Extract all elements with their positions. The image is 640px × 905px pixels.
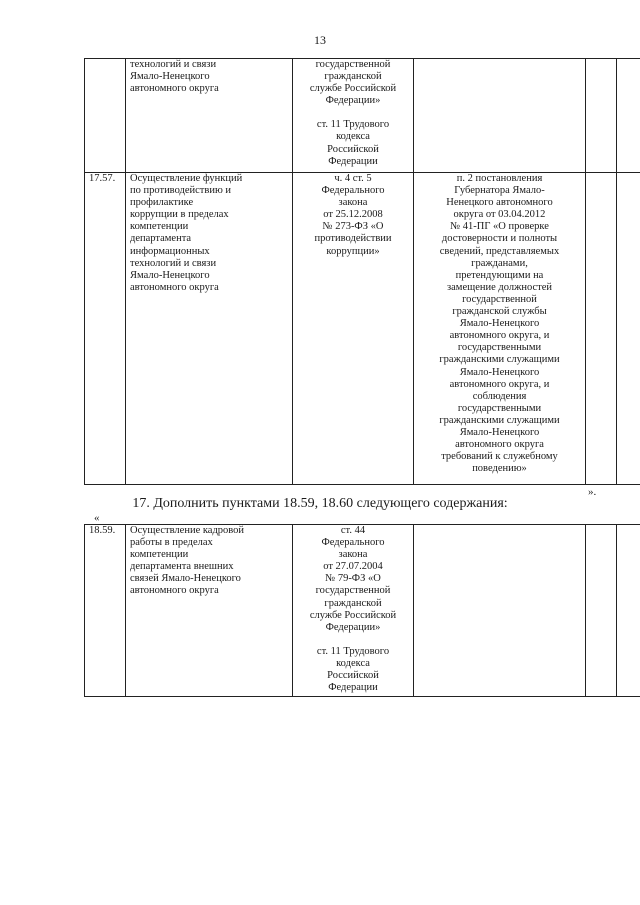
legal-basis-text: ст. 11 Трудового кодекса Российской Федерации (316, 645, 390, 694)
functions-table-new (84, 524, 640, 697)
legal-basis-cell (293, 173, 414, 485)
table-row (85, 173, 640, 485)
function-text: Осуществление функций по противодействию и профилактике коррупции в пределах компетенции департамента информационных технологий и связи Ямало-Ненецкого автономного округа (130, 173, 243, 293)
legal-basis-text: ст. 44 Федерального закона от 27.07.2004 № 79-ФЗ «О государственной гражданской службе Российской Федерации» (309, 525, 397, 633)
item-number-cell: 18.59. (85, 525, 126, 697)
table-row (85, 525, 640, 697)
legal-basis-cell (293, 525, 414, 697)
function-text: Осуществление кадровой работы в пределах компетенции департамента внешних связей Ямало-Ненецкого автономного округа (130, 525, 245, 597)
table-row (85, 59, 640, 173)
legal-basis-cell (293, 59, 414, 173)
empty-cell (586, 59, 617, 173)
empty-cell (617, 525, 640, 697)
opening-quote: « (94, 512, 100, 524)
function-cell (126, 525, 293, 697)
regional-act-cell (414, 59, 586, 173)
page-number: 13 (314, 33, 326, 47)
regional-act-cell (414, 173, 586, 485)
function-cell (126, 59, 293, 173)
empty-cell (586, 173, 617, 485)
legal-basis-text: государственной гражданской службе Российской Федерации» (309, 59, 397, 107)
amendment-instruction: 17. Дополнить пунктами 18.59, 18.60 следующего содержания: (132, 496, 508, 511)
item-number-cell: 17.57. (85, 173, 126, 485)
regional-act-cell (414, 525, 586, 697)
functions-table-continued (84, 58, 640, 485)
empty-cell (617, 59, 640, 173)
empty-cell (586, 525, 617, 697)
function-text: технологий и связи Ямало-Ненецкого автономного округа (130, 59, 219, 95)
function-cell (126, 173, 293, 485)
closing-quote: ». (588, 486, 597, 498)
item-number-cell (85, 59, 126, 173)
legal-basis-text: ч. 4 ст. 5 Федерального закона от 25.12.2008 № 273-ФЗ «О противодействии коррупции» (314, 173, 392, 257)
legal-basis-text: ст. 11 Трудового кодекса Российской Федерации (316, 119, 390, 167)
empty-cell (617, 173, 640, 485)
regional-act-text: п. 2 постановления Губернатора Ямало- Ненецкого автономного округа от 03.04.2012 № 41-ПГ «О проверке достоверности и полноты сведений, представляемых гражданами, претендующими на замещение должностей государственной гражданской службы Ямало-Ненецкого автономного округа, и государственными гражданскими служащими Ямало-Ненецкого автономного округа, и соблюдения государственными гражданскими служащими Ямало-Ненецкого автономного округа требований к служебному поведению» (439, 173, 560, 475)
